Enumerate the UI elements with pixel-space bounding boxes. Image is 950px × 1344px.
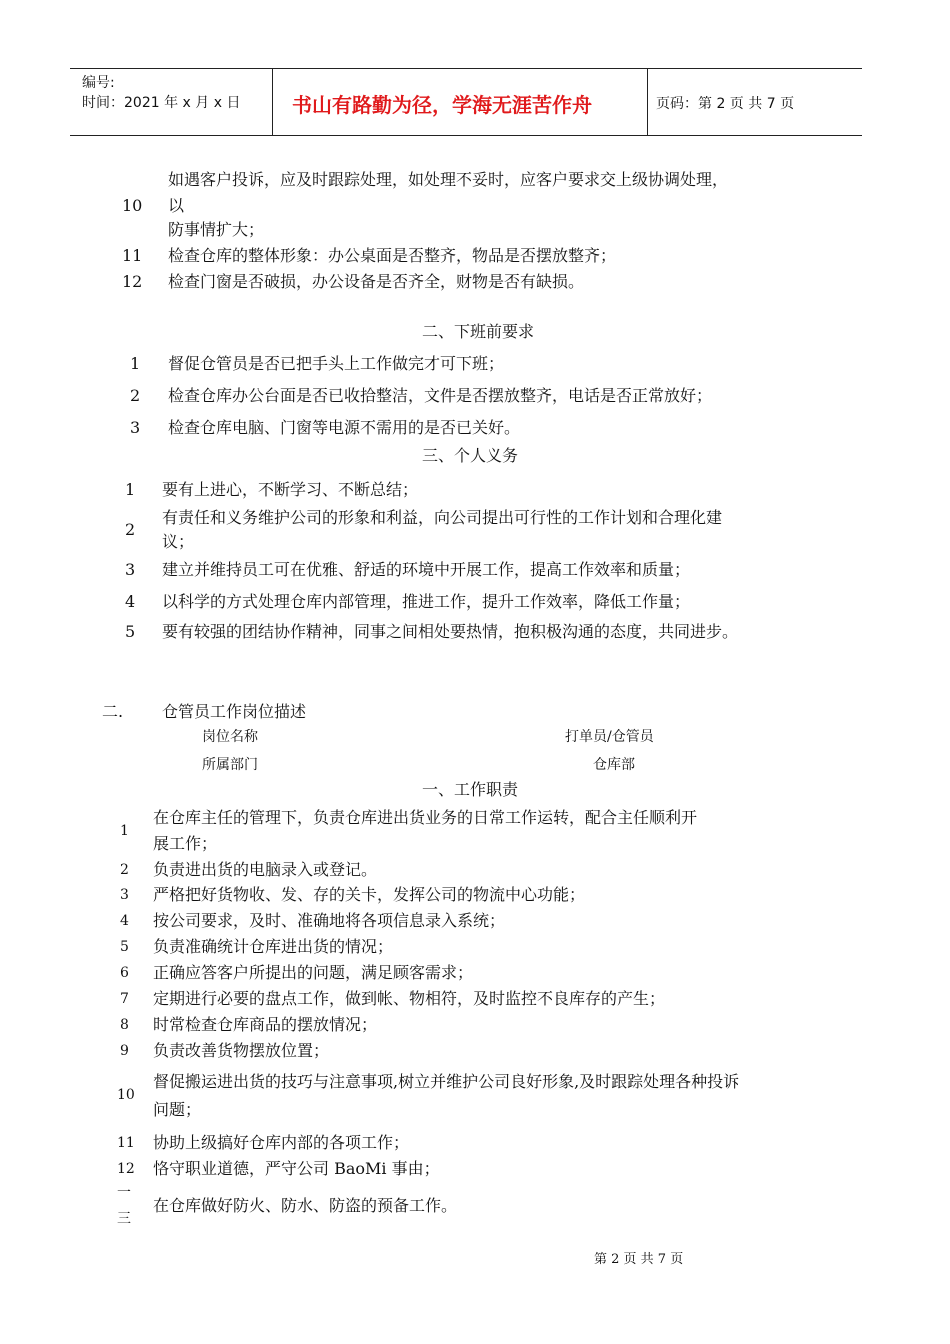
list-item-number: 12: [117, 1161, 135, 1177]
list-item-text: 检查门窗是否破损，办公设备是否齐全，财物是否有缺损。: [168, 272, 585, 291]
list-item-text: 以: [168, 196, 185, 215]
page-footer: 第 2 页 共 7 页: [594, 1252, 684, 1267]
list-item-number: 1: [125, 480, 136, 499]
list-item-number: 5: [125, 622, 136, 641]
list-item-text: 要有较强的团结协作精神，同事之间相处要热情，抱积极沟通的态度，共同进步。: [162, 622, 739, 641]
list-item-number: 一: [117, 1185, 131, 1201]
list-item-text: 检查仓库的整体形象：办公桌面是否整齐，物品是否摆放整齐；: [168, 246, 617, 265]
list-item-text: 防事情扩大；: [168, 220, 265, 239]
list-item-number: 8: [120, 1017, 129, 1033]
list-item-text: 负责准确统计仓库进出货的情况；: [153, 937, 394, 956]
list-item-text: 按公司要求，及时、准确地将各项信息录入系统；: [153, 911, 506, 930]
document-date: 时间：2021 年 x 月 x 日: [82, 95, 241, 111]
list-item-number: 4: [125, 592, 136, 611]
list-item-text: 检查仓库电脑、门窗等电源不需用的是否已关好。: [168, 418, 521, 437]
list-item-number: 2: [130, 386, 141, 405]
list-item-number: 3: [125, 560, 136, 579]
document-number-label: 编号:: [82, 75, 115, 91]
list-item-number: 11: [117, 1135, 135, 1151]
list-item-number: 5: [120, 939, 129, 955]
list-item-number: 12: [122, 272, 143, 291]
list-item-text: 议；: [162, 532, 195, 551]
list-item-number: 1: [120, 823, 129, 839]
list-item-number: 3: [130, 418, 141, 437]
list-item-text: 问题；: [153, 1100, 202, 1119]
list-item-number: 9: [120, 1043, 129, 1059]
list-item-text: 督促搬运进出货的技巧与注意事项,树立并维护公司良好形象,及时跟踪处理各种投诉: [153, 1072, 740, 1091]
department-label: 所属部门: [202, 757, 258, 773]
list-item-text: 恪守职业道德，严守公司 BaoMi 事由；: [153, 1159, 440, 1178]
list-item-number: 11: [122, 246, 143, 265]
section-title: 仓管员工作岗位描述: [162, 702, 307, 721]
list-item-text: 正确应答客户所提出的问题，满足顾客需求；: [153, 963, 474, 982]
list-item-number: 4: [120, 913, 129, 929]
header-divider: [647, 69, 648, 135]
list-item-text: 有责任和义务维护公司的形象和利益，向公司提出可行性的工作计划和合理化建: [162, 508, 723, 527]
section-number: 二.: [102, 702, 124, 721]
header-motto: 书山有路勤为径，学海无涯苦作舟: [292, 93, 592, 117]
department-value: 仓库部: [593, 757, 635, 773]
list-item-text: 在仓库主任的管理下，负责仓库进出货业务的日常工作运转，配合主任顺利开: [153, 808, 698, 827]
list-item-text: 督促仓管员是否已把手头上工作做完才可下班；: [168, 354, 505, 373]
list-item-number: 6: [120, 965, 129, 981]
list-item-text: 展工作；: [153, 834, 218, 853]
list-item-text: 要有上进心，不断学习、不断总结；: [162, 480, 419, 499]
list-item-text: 如遇客户投诉，应及时跟踪处理，如处理不妥时，应客户要求交上级协调处理，: [168, 170, 729, 189]
list-item-text: 负责进出货的电脑录入或登记。: [153, 860, 378, 879]
post-name-value: 打单员/仓管员: [565, 729, 654, 745]
list-item-text: 负责改善货物摆放位置；: [153, 1041, 330, 1060]
list-item-text: 建立并维持员工可在优雅、舒适的环境中开展工作，提高工作效率和质量；: [162, 560, 691, 579]
list-item-number: 2: [125, 520, 136, 539]
list-item-text: 以科学的方式处理仓库内部管理，推进工作，提升工作效率，降低工作量；: [162, 592, 691, 611]
list-item-number: 2: [120, 862, 129, 878]
list-item-number: 三: [117, 1211, 131, 1227]
header-page-indicator: 页码：第 2 页 共 7 页: [656, 96, 795, 112]
list-item-text: 在仓库做好防火、防水、防盗的预备工作。: [153, 1196, 458, 1215]
list-item-number: 10: [122, 196, 143, 215]
list-item-text: 定期进行必要的盘点工作，做到帐、物相符，及时监控不良库存的产生；: [153, 989, 666, 1008]
section-heading: 三、个人义务: [422, 446, 519, 465]
list-item-text: 严格把好货物收、发、存的关卡，发挥公司的物流中心功能；: [153, 885, 586, 904]
list-item-number: 7: [120, 991, 129, 1007]
header-divider: [272, 69, 273, 135]
section-heading: 一、工作职责: [422, 780, 519, 799]
list-item-number: 3: [120, 887, 129, 903]
list-item-text: 时常检查仓库商品的摆放情况；: [153, 1015, 378, 1034]
section-heading: 二、下班前要求: [422, 322, 535, 341]
list-item-number: 10: [117, 1087, 135, 1103]
list-item-text: 检查仓库办公台面是否已收拾整洁，文件是否摆放整齐，电话是否正常放好；: [168, 386, 713, 405]
list-item-number: 1: [130, 354, 141, 373]
post-name-label: 岗位名称: [202, 729, 258, 745]
list-item-text: 协助上级搞好仓库内部的各项工作；: [153, 1133, 410, 1152]
